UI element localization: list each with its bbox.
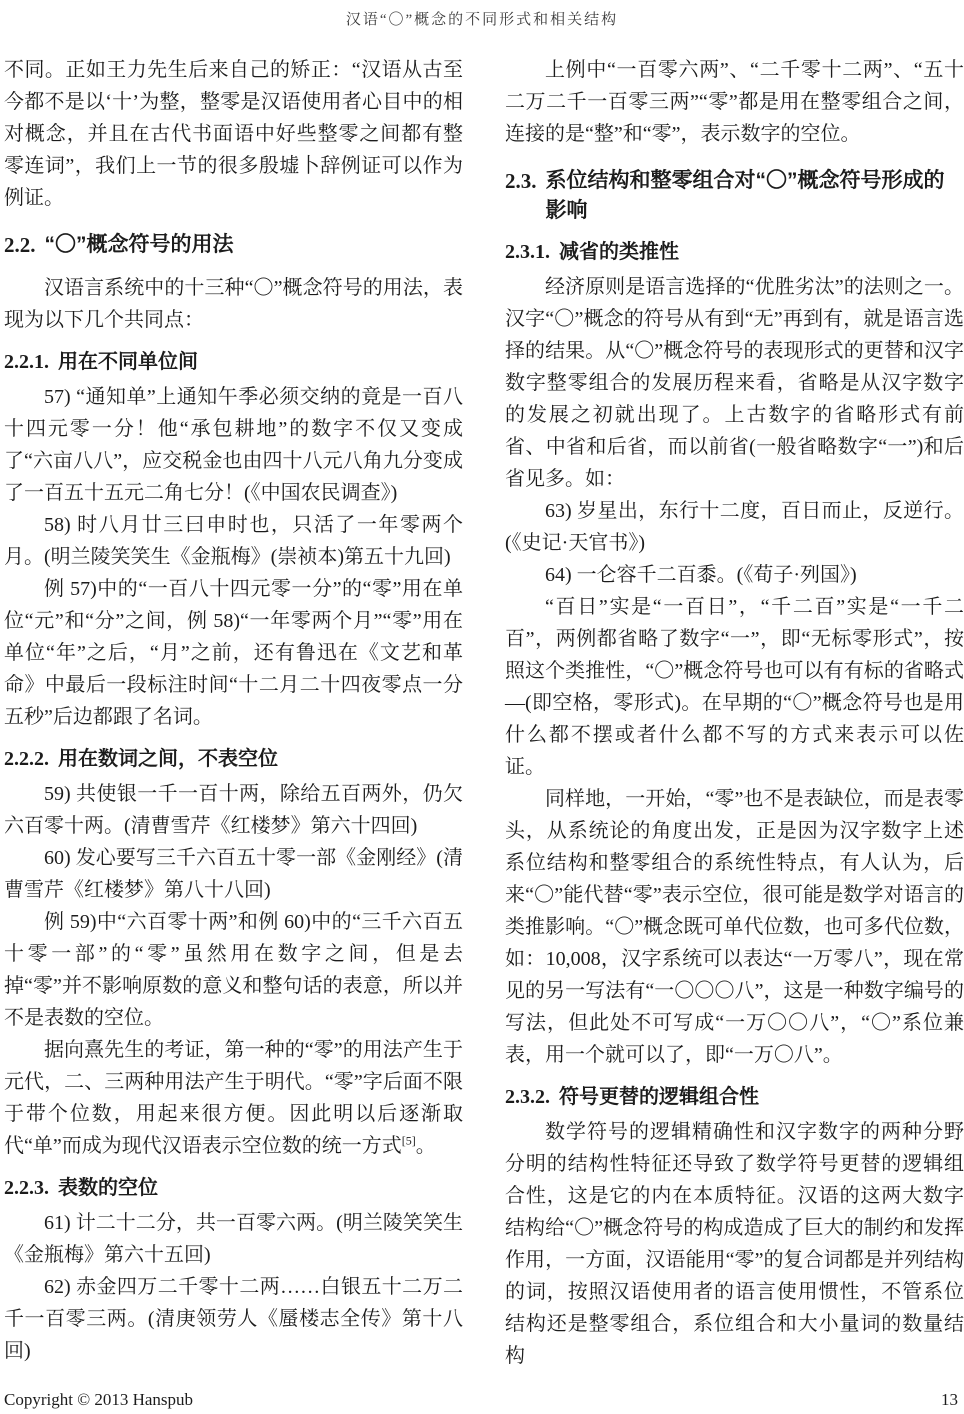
subsection-heading-2-2-3 bbox=[4, 1174, 463, 1202]
paragraph-text: 。 bbox=[415, 1135, 436, 1157]
right-column bbox=[505, 54, 964, 1372]
heading-number: 2.2.3. bbox=[4, 1177, 49, 1199]
subsection-heading-2-3-1 bbox=[505, 238, 964, 266]
section-heading-2-3 bbox=[505, 166, 964, 226]
example-item-59: 59) 共使银一千一百十两，除给五百两外，仍欠六百零十两。(清曹雪芹《红楼梦》第六十四回) bbox=[4, 783, 463, 837]
heading-text: 系位结构和整零组合对“〇”概念符号形成的影响 bbox=[545, 169, 945, 222]
paragraph: “百日”实是“一百日”，“千二百”实是“一千二百”，两例都省略了数字“一”，即“无标零形式”，按照这个类推性，“〇”概念符号也可以有有标的省略式—(即空格，零形式)。在早期的“〇”概念符号也是用什么都不摆或者什么都不写的方式来表示可以佐证。 bbox=[505, 596, 964, 778]
heading-number: 2.3.1. bbox=[505, 241, 550, 263]
left-column bbox=[4, 54, 463, 1372]
subsection-heading-2-2-2 bbox=[4, 745, 463, 773]
section-heading-2-2 bbox=[4, 230, 463, 260]
example-item-57: 57) “通知单”上通知午季必须交纳的竟是一百八十四元零一分！他“承包耕地”的数字不仅又变成了“六亩八八”，应交税金也由四十八元八角九分变成了一百五十五元二角七分！(《中国农民调查》) bbox=[4, 386, 463, 504]
paragraph: 经济原则是语言选择的“优胜劣汰”的法则之一。汉字“〇”概念的符号从有到“无”再到有，就是语言选择的结果。从“〇”概念符号的表现形式的更替和汉字数字整零组合的发展历程来看，省略是从汉字数字的发展之初就出现了。上古数字的省略形式有前省、中省和后省，而以前省(一般省略数字“一”)和后省见多。如： bbox=[505, 276, 964, 490]
example-item-62: 62) 赤金四万二千零十二两……白银五十二万二千一百零三两。(清庚领劳人《蜃楼志全传》第十八回) bbox=[4, 1276, 463, 1362]
heading-text: 用在数词之间，不表空位 bbox=[58, 748, 278, 770]
example-item-58: 58) 时八月廿三曰申时也，只活了一年零两个月。(明兰陵笑笑生《金瓶梅》(崇祯本)第五十九回) bbox=[4, 514, 463, 568]
paragraph: 例 57)中的“一百八十四元零一分”的“零”用在单位“元”和“分”之间，例 58)“一年零两个月”“零”用在单位“年”之后，“月”之前，还有鲁迅在《文艺和革命》中最后一段标注时间“十二月二十四夜零点一分五秒”后边都跟了名词。 bbox=[4, 578, 463, 728]
example-item-60: 60) 发心要写三千六百五十零一部《金刚经》(清曹雪芹《红楼梦》第八十八回) bbox=[4, 847, 463, 901]
paragraph: 上例中“一百零六两”、“二千零十二两”、“五十二万二千一百零三两”“零”都是用在整零组合之间，连接的是“整”和“零”，表示数字的空位。 bbox=[505, 59, 964, 145]
example-item-61: 61) 计二十二分，共一百零六两。(明兰陵笑笑生《金瓶梅》第六十五回) bbox=[4, 1212, 463, 1266]
heading-text: 减省的类推性 bbox=[559, 241, 679, 263]
heading-number: 2.2. bbox=[4, 233, 36, 257]
subsection-heading-2-3-2 bbox=[505, 1083, 964, 1111]
heading-number: 2.3. bbox=[505, 169, 537, 193]
two-column-body bbox=[4, 54, 964, 1372]
paragraph-text: 据向熹先生的考证，第一种的“零”的用法产生于元代，二、三两种用法产生于明代。“零”字后面不限于带个位数，用起来很方便。因此明以后逐渐取代“单”而成为现代汉语表示空位数的统一方式 bbox=[4, 1039, 463, 1157]
paragraph-carryover: 不同。正如王力先生后来自己的矫正：“汉语从古至今都不是以‘十’为整，整零是汉语使用者心目中的相对概念，并且在古代书面语中好些整零之间都有整零连词”，我们上一节的很多殷墟卜辞例证可以作为例证。 bbox=[4, 59, 463, 209]
example-item-64: 64) 一仑容千二百黍。(《荀子·列国》) bbox=[545, 564, 857, 586]
heading-text: “〇”概念符号的用法 bbox=[44, 233, 234, 256]
paragraph: 例 59)中“六百零十两”和例 60)中的“三千六百五十零一部”的“零”虽然用在数字之间，但是去掉“零”并不影响原数的意义和整句话的表意，所以并不是表数的空位。 bbox=[4, 911, 463, 1029]
page-number: 13 bbox=[941, 1390, 958, 1409]
heading-number: 2.2.1. bbox=[4, 351, 49, 373]
paragraph: 汉语言系统中的十三种“〇”概念符号的用法，表现为以下几个共同点： bbox=[4, 277, 463, 331]
heading-text: 符号更替的逻辑组合性 bbox=[559, 1086, 759, 1108]
citation-superscript: [5] bbox=[401, 1133, 416, 1148]
paragraph-with-citation bbox=[4, 1034, 463, 1162]
running-head-title: 汉语“〇”概念的不同形式和相关结构 bbox=[345, 12, 619, 28]
page-footer bbox=[4, 1390, 958, 1410]
paragraph: 数学符号的逻辑精确性和汉字数字的两种分野分明的结构性特征还导致了数学符号更替的逻辑组合性，这是它的内在本质特征。汉语的这两大数字结构给“〇”概念符号的构成造成了巨大的制约和发挥作用，一方面，汉语能用“零”的复合词都是并列结构的词，按照汉语使用者的语言使用惯性，不管系位结构还是整零组合，系位组合和大小量词的数量结构 bbox=[505, 1121, 964, 1367]
heading-number: 2.2.2. bbox=[4, 748, 49, 770]
heading-text: 用在不同单位间 bbox=[58, 351, 198, 373]
paragraph: 同样地，一开始，“零”也不是表缺位，而是表零头，从系统论的角度出发，正是因为汉字数字上述系位结构和整零组合的系统性特点，有人认为，后来“〇”能代替“零”表示空位，很可能是数学对语言的类推影响。“〇”概念既可单代位数，也可多代位数，如：10,008，汉字系统可以表达“一万零八”，现在常见的另一写法有“一〇〇〇八”，这是一种数字编号的写法，但此处不可写成“一万〇〇八”，“〇”系位兼表，用一个就可以了，即“一万〇八”。 bbox=[505, 788, 964, 1066]
example-item-63: 63) 岁星出，东行十二度，百日而止，反逆行。(《史记·天官书》) bbox=[505, 500, 964, 554]
heading-text: 表数的空位 bbox=[58, 1177, 158, 1199]
subsection-heading-2-2-1 bbox=[4, 348, 463, 376]
heading-number: 2.3.2. bbox=[505, 1086, 550, 1108]
footer-copyright: Copyright © 2013 Hanspub bbox=[4, 1390, 194, 1409]
